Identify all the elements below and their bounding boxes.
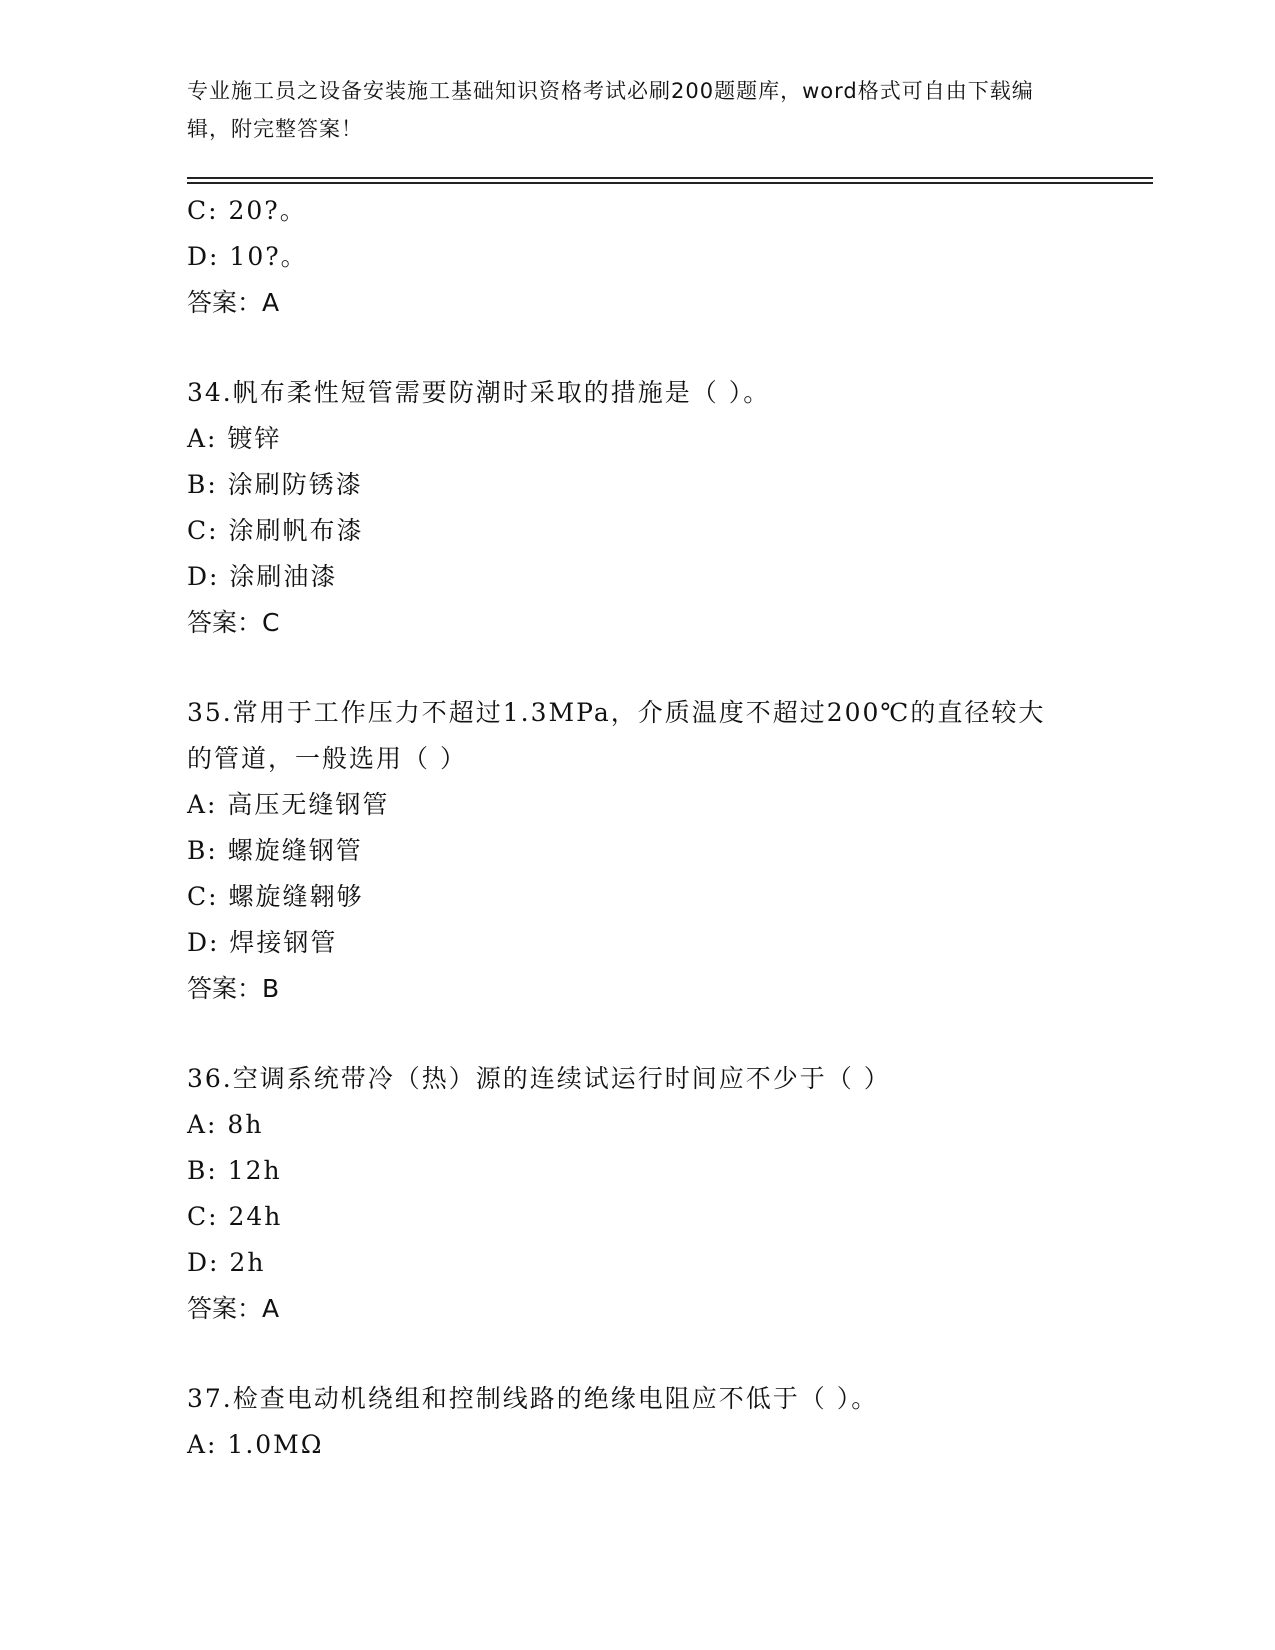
option-d: D: 焊接钢管: [187, 928, 338, 957]
option-c: C: 24h: [187, 1202, 283, 1231]
option-d: D: 10?。: [187, 242, 308, 271]
answer: 答案：C: [187, 608, 280, 637]
question-stem: 35.常用于工作压力不超过1.3MPa，介质温度不超过200℃的直径较大的管道，一般选用（ ）: [187, 698, 1046, 773]
option-a: A: 镀锌: [187, 424, 282, 453]
option-d: D: 涂刷油漆: [187, 562, 338, 591]
option-a: A: 8h: [187, 1110, 264, 1139]
spacer: [187, 646, 1087, 690]
question-block-continued: [187, 188, 1087, 326]
option-c: C: 涂刷帆布漆: [187, 516, 364, 545]
option-c: C: 20?。: [187, 196, 307, 225]
option-b: B: 涂刷防锈漆: [187, 470, 363, 499]
question-stem: 34.帆布柔性短管需要防潮时采取的措施是（ ）。: [187, 378, 771, 407]
question-stem: 36.空调系统带冷（热）源的连续试运行时间应不少于（ ）: [187, 1064, 891, 1093]
question-list: [187, 188, 1087, 1468]
question-block-37: [187, 1376, 1087, 1468]
option-a: A: 1.0MΩ: [187, 1430, 324, 1459]
option-c: C: 螺旋缝翱够: [187, 882, 364, 911]
answer: 答案：A: [187, 1294, 280, 1323]
spacer: [187, 1332, 1087, 1376]
option-b: B: 螺旋缝钢管: [187, 836, 363, 865]
header-divider-bottom: [187, 182, 1153, 184]
answer: 答案：A: [187, 288, 280, 317]
header-title: 专业施工员之设备安装施工基础知识资格考试必刷200题题库，word格式可自由下载编辑，附完整答案！: [187, 79, 1034, 141]
question-block-34: [187, 370, 1087, 646]
header-divider-top: [187, 177, 1153, 179]
option-b: B: 12h: [187, 1156, 282, 1185]
document-header: [187, 72, 1067, 148]
question-stem: 37.检查电动机绕组和控制线路的绝缘电阻应不低于（ ）。: [187, 1384, 879, 1413]
spacer: [187, 326, 1087, 370]
option-a: A: 高压无缝钢管: [187, 790, 390, 819]
question-block-36: [187, 1056, 1087, 1332]
option-d: D: 2h: [187, 1248, 266, 1277]
spacer: [187, 1012, 1087, 1056]
question-block-35: [187, 690, 1087, 1012]
answer: 答案：B: [187, 974, 280, 1003]
